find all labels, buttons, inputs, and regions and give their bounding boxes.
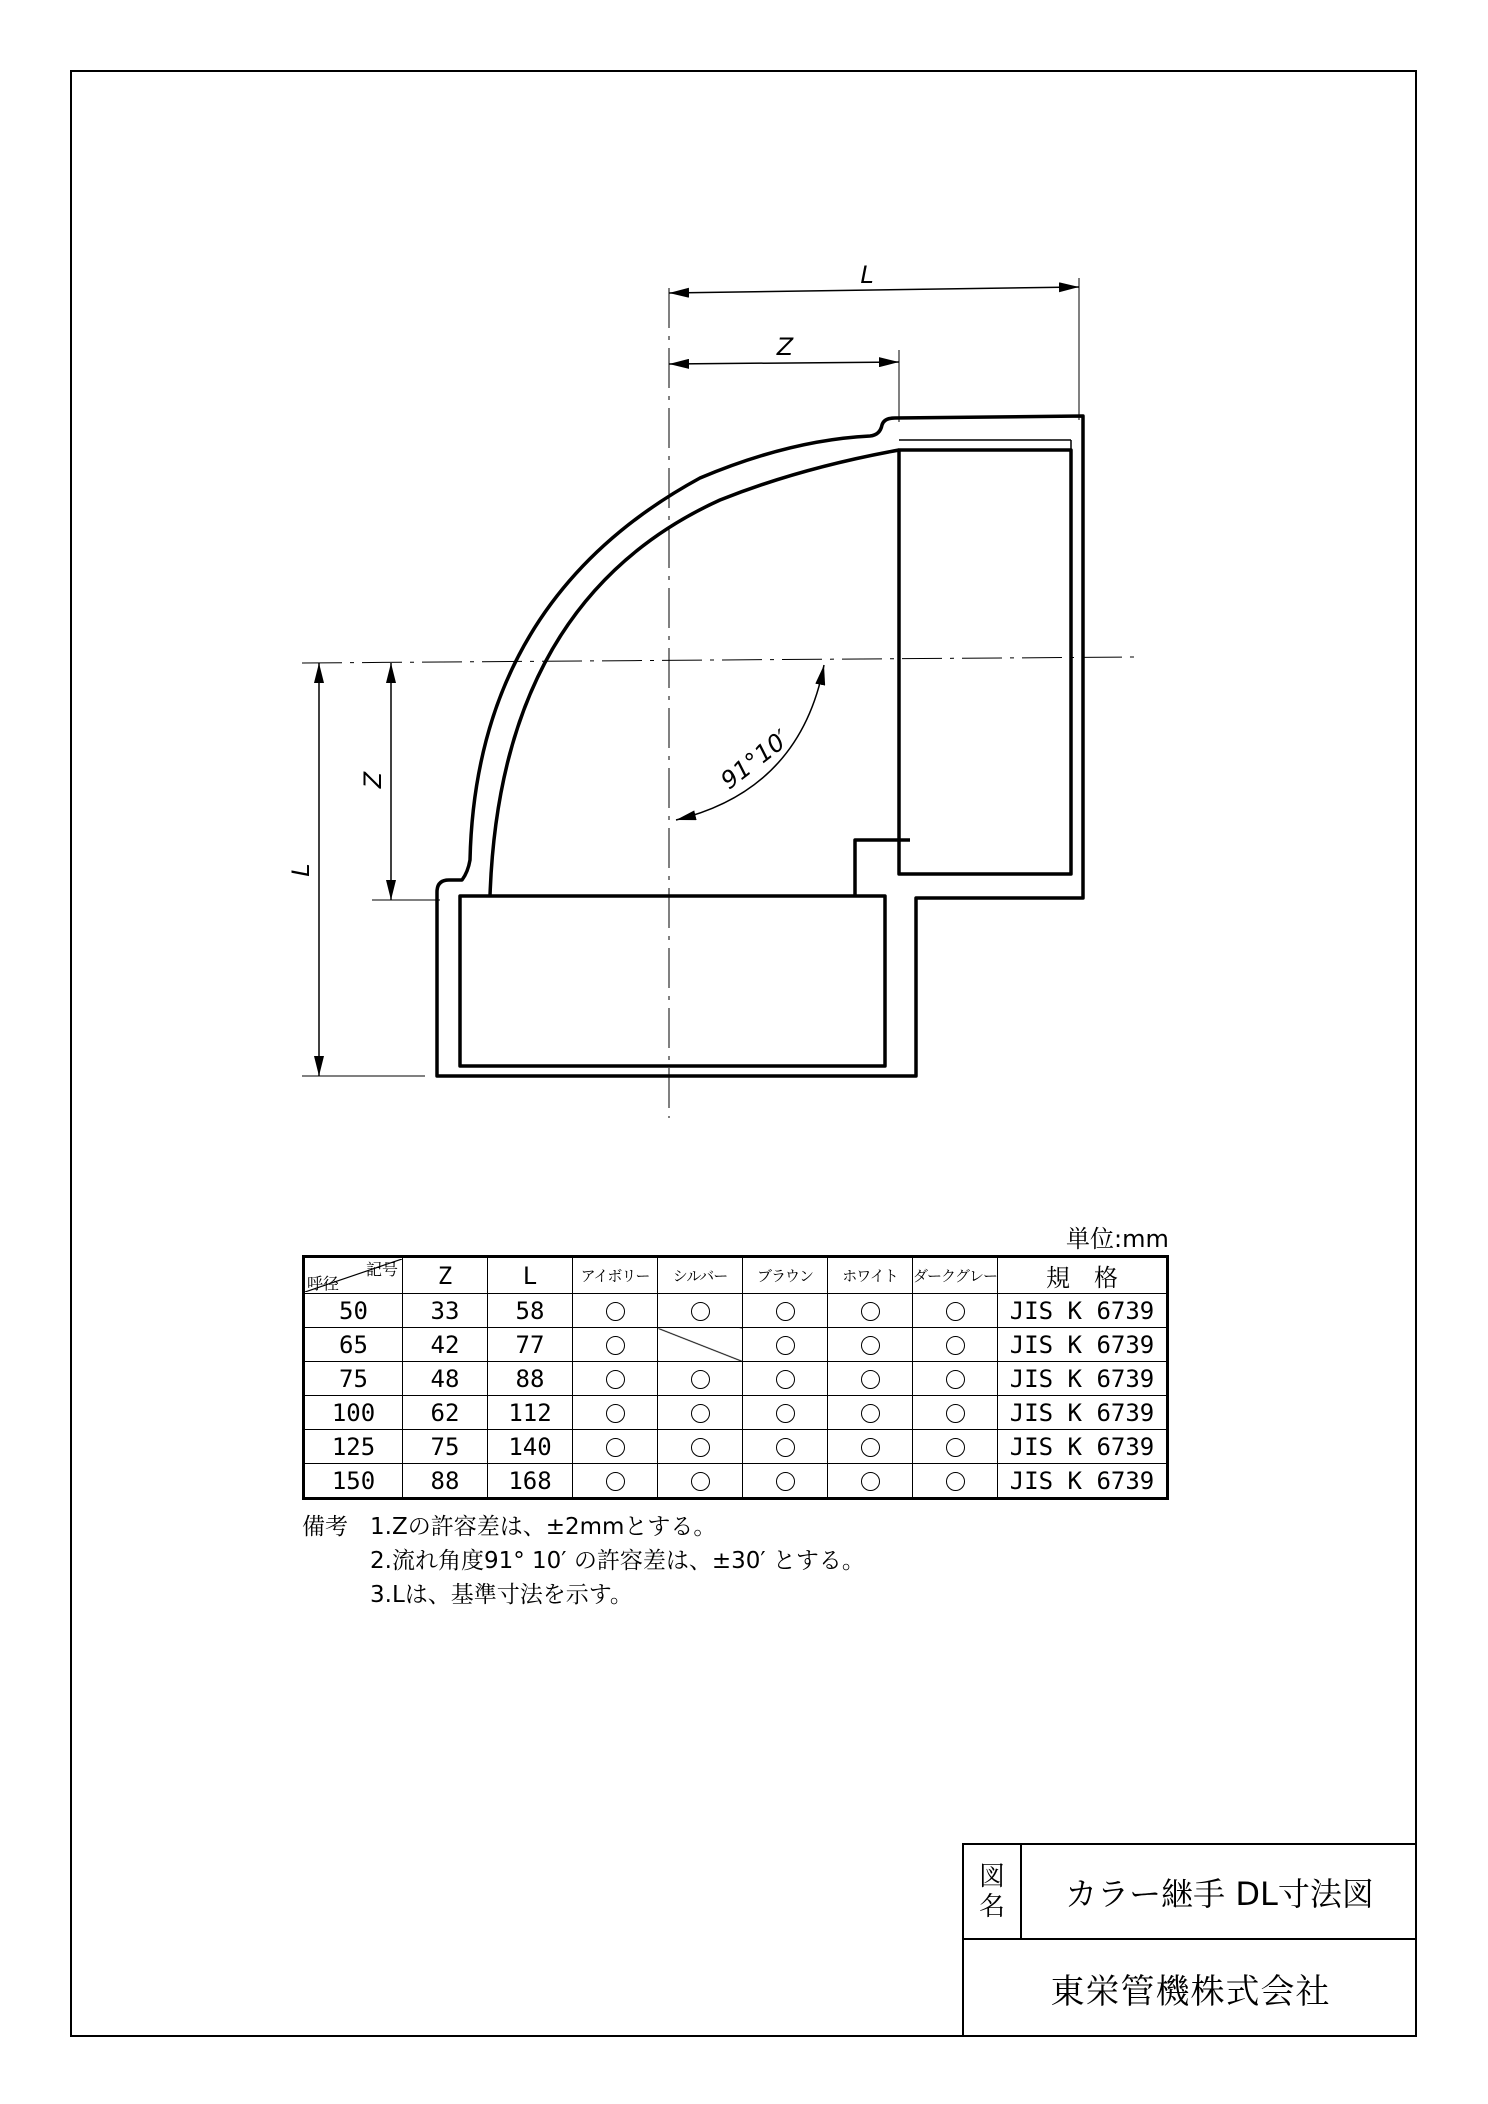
- title-block-label: [964, 1845, 1022, 1940]
- cell-z: 33: [403, 1294, 488, 1328]
- cell-z: 48: [403, 1362, 488, 1396]
- col-header-standard: 規 格: [998, 1257, 1168, 1294]
- note-item: 2.流れ角度91° 10′ の許容差は、±30′ とする。: [370, 1548, 865, 1574]
- cell-darkgray: [913, 1294, 998, 1328]
- cell-white: [828, 1396, 913, 1430]
- cell-size: 100: [304, 1396, 403, 1430]
- cell-size: 125: [304, 1430, 403, 1464]
- table-row: [304, 1328, 1168, 1362]
- angle-label: 91°10′: [715, 724, 795, 795]
- available-circle-icon: [691, 1302, 710, 1321]
- cell-size: 65: [304, 1328, 403, 1362]
- cell-ivory: [573, 1362, 658, 1396]
- cell-darkgray: [913, 1328, 998, 1362]
- cell-standard: JIS K 6739: [998, 1430, 1168, 1464]
- cell-white: [828, 1430, 913, 1464]
- available-circle-icon: [691, 1370, 710, 1389]
- col-header-silver: シルバー: [658, 1257, 743, 1294]
- available-circle-icon: [606, 1404, 625, 1423]
- col-header-brown: ブラウン: [743, 1257, 828, 1294]
- cell-brown: [743, 1294, 828, 1328]
- cell-ivory: [573, 1294, 658, 1328]
- col-header-white: ホワイト: [828, 1257, 913, 1294]
- center-lines: [302, 288, 1135, 1118]
- cell-ivory: [573, 1328, 658, 1362]
- available-circle-icon: [776, 1302, 795, 1321]
- cell-darkgray: [913, 1362, 998, 1396]
- dim-Z-left: Z: [359, 771, 387, 789]
- table-row: [304, 1294, 1168, 1328]
- corner-header-bottom: 呼径: [307, 1274, 340, 1293]
- available-circle-icon: [946, 1336, 965, 1355]
- available-circle-icon: [776, 1370, 795, 1389]
- cell-z: 62: [403, 1396, 488, 1430]
- cell-ivory: [573, 1396, 658, 1430]
- cell-size: 50: [304, 1294, 403, 1328]
- table-row: [304, 1430, 1168, 1464]
- available-circle-icon: [776, 1404, 795, 1423]
- dim-Z-top: Z: [776, 333, 794, 361]
- cell-ivory: [573, 1430, 658, 1464]
- cell-silver: [658, 1430, 743, 1464]
- available-circle-icon: [861, 1438, 880, 1457]
- dim-L-left: L: [287, 863, 315, 877]
- company-name: 東栄管機株式会社: [1050, 1972, 1331, 2012]
- label-bottom: 名: [978, 1891, 1005, 1922]
- cell-brown: [743, 1396, 828, 1430]
- cell-z: 75: [403, 1430, 488, 1464]
- cell-silver: [658, 1362, 743, 1396]
- col-header-z: Z: [403, 1257, 488, 1294]
- notes: [302, 1510, 865, 1612]
- available-circle-icon: [861, 1302, 880, 1321]
- cell-white: [828, 1294, 913, 1328]
- cell-darkgray: [913, 1464, 998, 1499]
- cell-brown: [743, 1362, 828, 1396]
- col-header-darkgray: ダークグレー: [913, 1257, 998, 1294]
- table-row: [304, 1464, 1168, 1499]
- available-circle-icon: [861, 1404, 880, 1423]
- cell-silver: [658, 1396, 743, 1430]
- cell-brown: [743, 1430, 828, 1464]
- available-circle-icon: [861, 1370, 880, 1389]
- available-circle-icon: [606, 1472, 625, 1491]
- available-circle-icon: [606, 1370, 625, 1389]
- cell-l: 140: [488, 1430, 573, 1464]
- cell-standard: JIS K 6739: [998, 1362, 1168, 1396]
- available-circle-icon: [691, 1404, 710, 1423]
- spec-table: [302, 1255, 1169, 1500]
- note-item: 1.Zの許容差は、±2mmとする。: [370, 1514, 717, 1540]
- available-circle-icon: [861, 1336, 880, 1355]
- cell-z: 42: [403, 1328, 488, 1362]
- cell-silver-unavailable: [658, 1328, 743, 1362]
- table-row: [304, 1396, 1168, 1430]
- cell-white: [828, 1328, 913, 1362]
- dimension-lines: [319, 287, 1079, 1076]
- table-row: [304, 1362, 1168, 1396]
- cell-standard: JIS K 6739: [998, 1396, 1168, 1430]
- available-circle-icon: [776, 1336, 795, 1355]
- notes-label: 備考: [302, 1514, 348, 1540]
- cell-silver: [658, 1464, 743, 1499]
- cell-size: 150: [304, 1464, 403, 1499]
- col-header-l: L: [488, 1257, 573, 1294]
- dim-L-top: L: [860, 261, 874, 289]
- cell-size: 75: [304, 1362, 403, 1396]
- unit-label: 単位:mm: [1066, 1225, 1169, 1253]
- available-circle-icon: [946, 1472, 965, 1491]
- cell-l: 77: [488, 1328, 573, 1362]
- cell-ivory: [573, 1464, 658, 1499]
- cell-standard: JIS K 6739: [998, 1328, 1168, 1362]
- cell-l: 112: [488, 1396, 573, 1430]
- available-circle-icon: [606, 1438, 625, 1457]
- available-circle-icon: [861, 1472, 880, 1491]
- note-item: 3.Lは、基準寸法を示す。: [370, 1582, 633, 1608]
- cell-z: 88: [403, 1464, 488, 1499]
- available-circle-icon: [946, 1302, 965, 1321]
- available-circle-icon: [606, 1302, 625, 1321]
- available-circle-icon: [946, 1370, 965, 1389]
- cell-white: [828, 1464, 913, 1499]
- cell-white: [828, 1362, 913, 1396]
- cell-brown: [743, 1328, 828, 1362]
- cell-standard: JIS K 6739: [998, 1464, 1168, 1499]
- col-header-ivory: アイボリー: [573, 1257, 658, 1294]
- cell-l: 88: [488, 1362, 573, 1396]
- cell-darkgray: [913, 1396, 998, 1430]
- available-circle-icon: [691, 1472, 710, 1491]
- title-block: [962, 1843, 1417, 2037]
- available-circle-icon: [776, 1438, 795, 1457]
- available-circle-icon: [691, 1438, 710, 1457]
- table-header-row: [304, 1257, 1168, 1294]
- available-circle-icon: [776, 1472, 795, 1491]
- cell-silver: [658, 1294, 743, 1328]
- cell-darkgray: [913, 1430, 998, 1464]
- cell-l: 58: [488, 1294, 573, 1328]
- drawing-title: カラー継手 DL寸法図: [1022, 1845, 1417, 1940]
- available-circle-icon: [946, 1438, 965, 1457]
- label-top: 図: [978, 1861, 1005, 1892]
- corner-header: [304, 1257, 403, 1294]
- cell-standard: JIS K 6739: [998, 1294, 1168, 1328]
- extension-lines: [302, 278, 1079, 1076]
- cell-brown: [743, 1464, 828, 1499]
- corner-header-top: 記号: [365, 1260, 398, 1279]
- cell-l: 168: [488, 1464, 573, 1499]
- available-circle-icon: [606, 1336, 625, 1355]
- available-circle-icon: [946, 1404, 965, 1423]
